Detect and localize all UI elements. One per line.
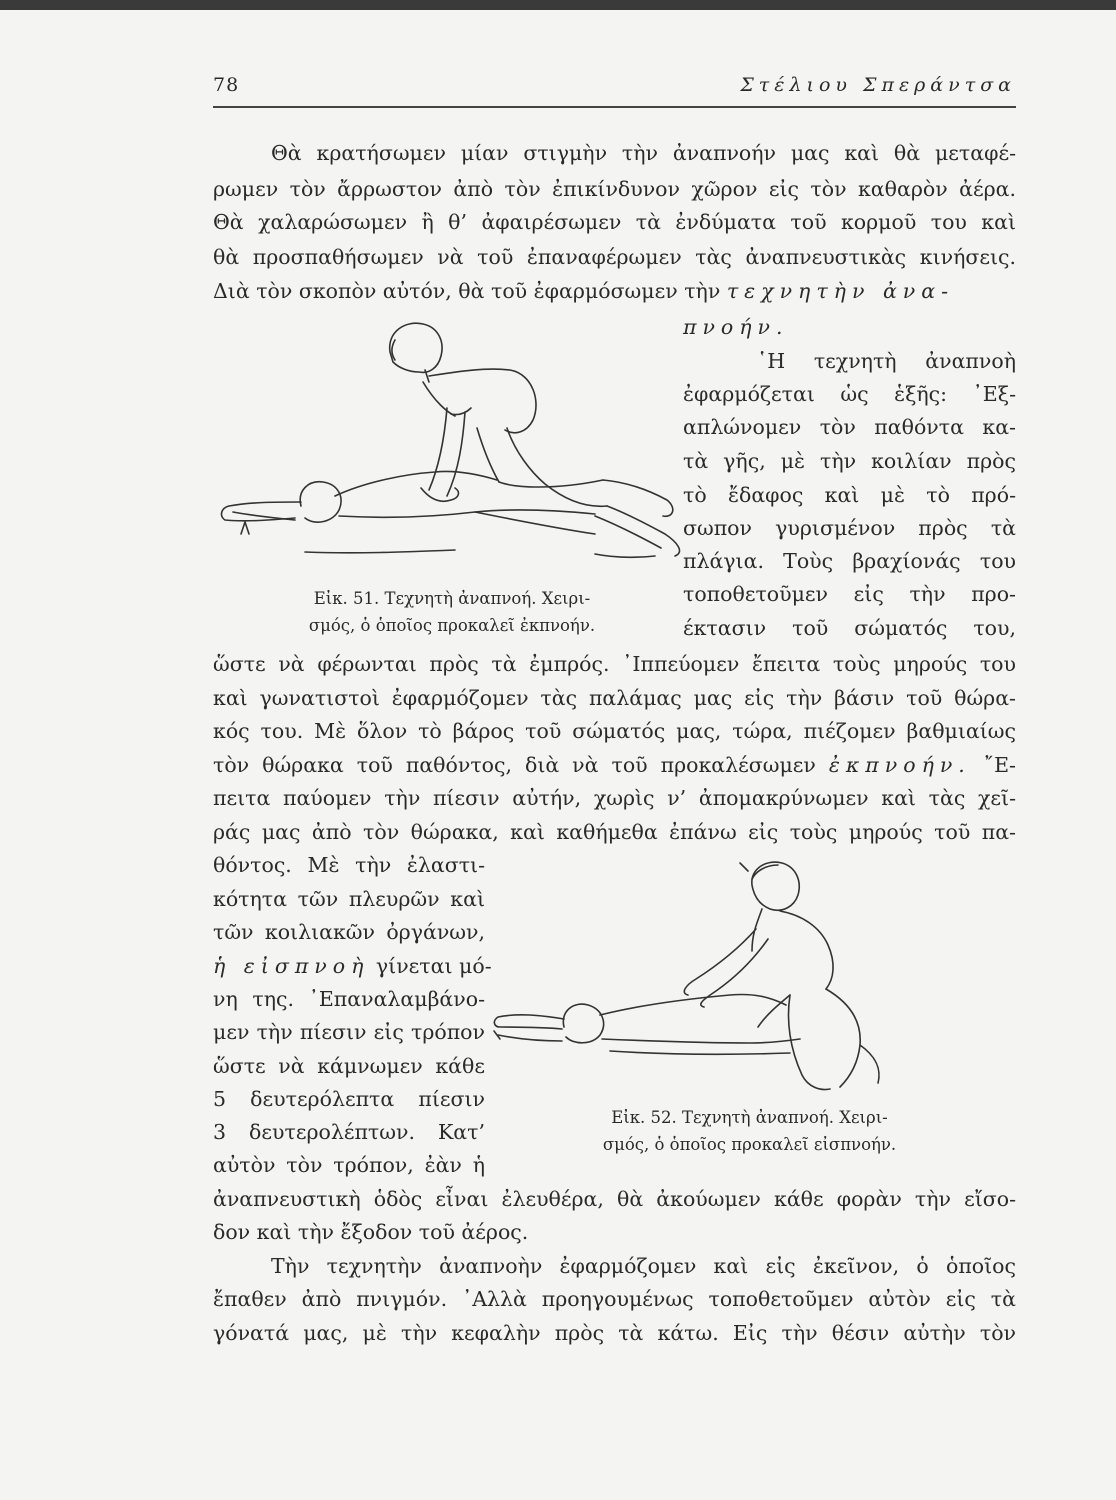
figure-52-caption	[552, 1104, 947, 1158]
text-run: γίνεται μό-	[375, 954, 492, 978]
text-line: αὐτὸν τὸν τρόπον, ἐὰν ἡ	[213, 1153, 485, 1177]
text-line: νη της. ᾿Επαναλαμβάνο-	[213, 987, 485, 1011]
text-line: θόντος. Μὲ τὴν ἐλαστι-	[213, 853, 485, 877]
text-line: ράς μας ἀπὸ τὸν θώρακα, καὶ καθήμεθα ἐπάνω εἰς τοὺς μηρούς τοῦ πα-	[213, 820, 1016, 844]
text-line: ἀναπνευστικὴ ὁδὸς εἶναι ἐλευθέρα, θὰ ἀκούωμεν κάθε φορὰν τὴν εἴσο-	[213, 1187, 1016, 1211]
caption-line: Εἰκ. 52. Τεχνητὴ ἀναπνοή. Χειρι-	[611, 1108, 888, 1127]
text-run: ῎Ε-	[983, 753, 1016, 777]
text-line: δον καὶ τὴν ἔξοδον τοῦ ἀέρος.	[213, 1220, 529, 1244]
text-line: γόνατά μας, μὲ τὴν κεφαλὴν πρὸς τὰ κάτω. Εἰς τὴν θέσιν αὐτὴν τὸν	[213, 1321, 1016, 1345]
text-line: 5 δευτερόλεπτα πίεσιν	[213, 1087, 485, 1111]
text-line: κός του. Μὲ ὅλον τὸ βάρος τοῦ σώματός μας, τώρα, πιέζομεν βαθμιαίως	[213, 719, 1016, 743]
spaced-term: ἐκπνοήν.	[828, 753, 971, 777]
text-line: ἔπαθεν ἀπὸ πνιγμόν. ᾿Αλλὰ προηγουμένως τοποθετοῦμεν αὐτὸν εἰς τὰ	[213, 1287, 1016, 1311]
text-line: κότητα τῶν πλευρῶν καὶ	[213, 887, 485, 911]
figure-52	[490, 855, 895, 1095]
text-line: 3 δευτερολέπτων. Κατ’	[213, 1120, 485, 1144]
running-head: Στέλιου Σπεράντσα	[740, 74, 1016, 96]
text-line: πλάγια. Τοὺς βραχίονάς του	[683, 549, 1016, 573]
text-line: τῶν κοιλιακῶν ὀργάνων,	[213, 920, 485, 944]
spaced-term: πνοήν.	[683, 315, 789, 339]
page-header	[213, 70, 1016, 110]
text-line: ῾Η τεχνητὴ ἀναπνοὴ	[757, 349, 1016, 373]
text-line: τὸ ἔδαφος καὶ μὲ τὸ πρό-	[683, 483, 1016, 507]
caption-line: σμός, ὁ ὁποῖος προκαλεῖ εἰσπνοήν.	[602, 1135, 897, 1154]
text-run: Διὰ τὸν σκοπὸν αὐτόν, θὰ τοῦ ἐφαρμόσωμεν τὴν	[213, 279, 721, 303]
text-line	[213, 751, 1016, 779]
text-line: ὥστε νὰ φέρωνται πρὸς τὰ ἐμπρός. ᾿Ιππεύομεν ἔπειτα τοὺς μηρούς του	[213, 652, 1016, 676]
text-line	[213, 952, 492, 980]
text-line: ὥστε νὰ κάμνωμεν κάθε	[213, 1054, 485, 1078]
text-line	[213, 277, 1016, 305]
caption-line: Εἰκ. 51. Τεχνητὴ ἀναπνοή. Χειρι-	[313, 589, 591, 608]
spaced-term: τεχνητὴν ἀνα-	[726, 279, 955, 303]
text-line: Θὰ χαλαρώσωμεν ἢ θ’ ἀφαιρέσωμεν τὰ ἐνδύματα τοῦ κορμοῦ του καὶ	[213, 210, 1016, 234]
text-line: Θὰ κρατήσωμεν μίαν στιγμὴν τὴν ἀναπνοήν μας καὶ θὰ μεταφέ-	[271, 141, 1016, 165]
illustration-inhalation-icon	[490, 855, 895, 1095]
text-line: τοποθετοῦμεν εἰς τὴν προ-	[683, 582, 1016, 606]
text-line: έκτασιν τοῦ σώματός του,	[683, 616, 1016, 640]
text-line: μεν τὴν πίεσιν εἰς τρόπον	[213, 1020, 485, 1044]
figure-51-caption	[232, 585, 672, 639]
figure-51	[215, 312, 685, 574]
text-line: τὰ γῆς, μὲ τὴν κοιλίαν πρὸς	[683, 449, 1016, 473]
text-line: σωπον γυρισμένον πρὸς τὰ	[683, 516, 1016, 540]
text-line: πειτα παύομεν τὴν πίεσιν αὐτήν, χωρὶς ν’ ἀπομακρύνωμεν καὶ τὰς χεῖ-	[213, 786, 1016, 810]
text-line: απλώνομεν τὸν παθόντα κα-	[683, 415, 1016, 439]
text-line: ρωμεν τὸν ἄρρωστον ἀπὸ τὸν ἐπικίνδυνον χῶρον εἰς τὸν καθαρὸν ἀέρα.	[213, 177, 1016, 201]
text-line: Τὴν τεχνητὴν ἀναπνοὴν ἐφαρμόζομεν καὶ εἰς ἐκεῖνον, ὁ ὁποῖος	[271, 1254, 1016, 1278]
page-number: 78	[213, 74, 240, 96]
text-line: ἐφαρμόζεται ὡς ἑξῆς: ᾿Εξ-	[683, 382, 1016, 406]
text-line	[683, 313, 1016, 341]
header-rule	[213, 106, 1016, 108]
caption-line: σμός, ὁ ὁποῖος προκαλεῖ ἐκπνοήν.	[308, 616, 596, 635]
text-line: καὶ γωνατιστοὶ ἐφαρμόζομεν τὰς παλάμας μας εἰς τὴν βάσιν τοῦ θώρα-	[213, 686, 1016, 710]
text-run: τὸν θώρακα τοῦ παθόντος, διὰ νὰ τοῦ προκαλέσωμεν	[213, 753, 816, 777]
text-line: θὰ προσπαθήσωμεν νὰ τοῦ ἐπαναφέρωμεν τὰς ἀναπνευστικὰς κινήσεις.	[213, 245, 1016, 269]
illustration-exhalation-icon	[215, 312, 685, 574]
spaced-term: ἡ εἰσπνοὴ	[213, 954, 370, 978]
